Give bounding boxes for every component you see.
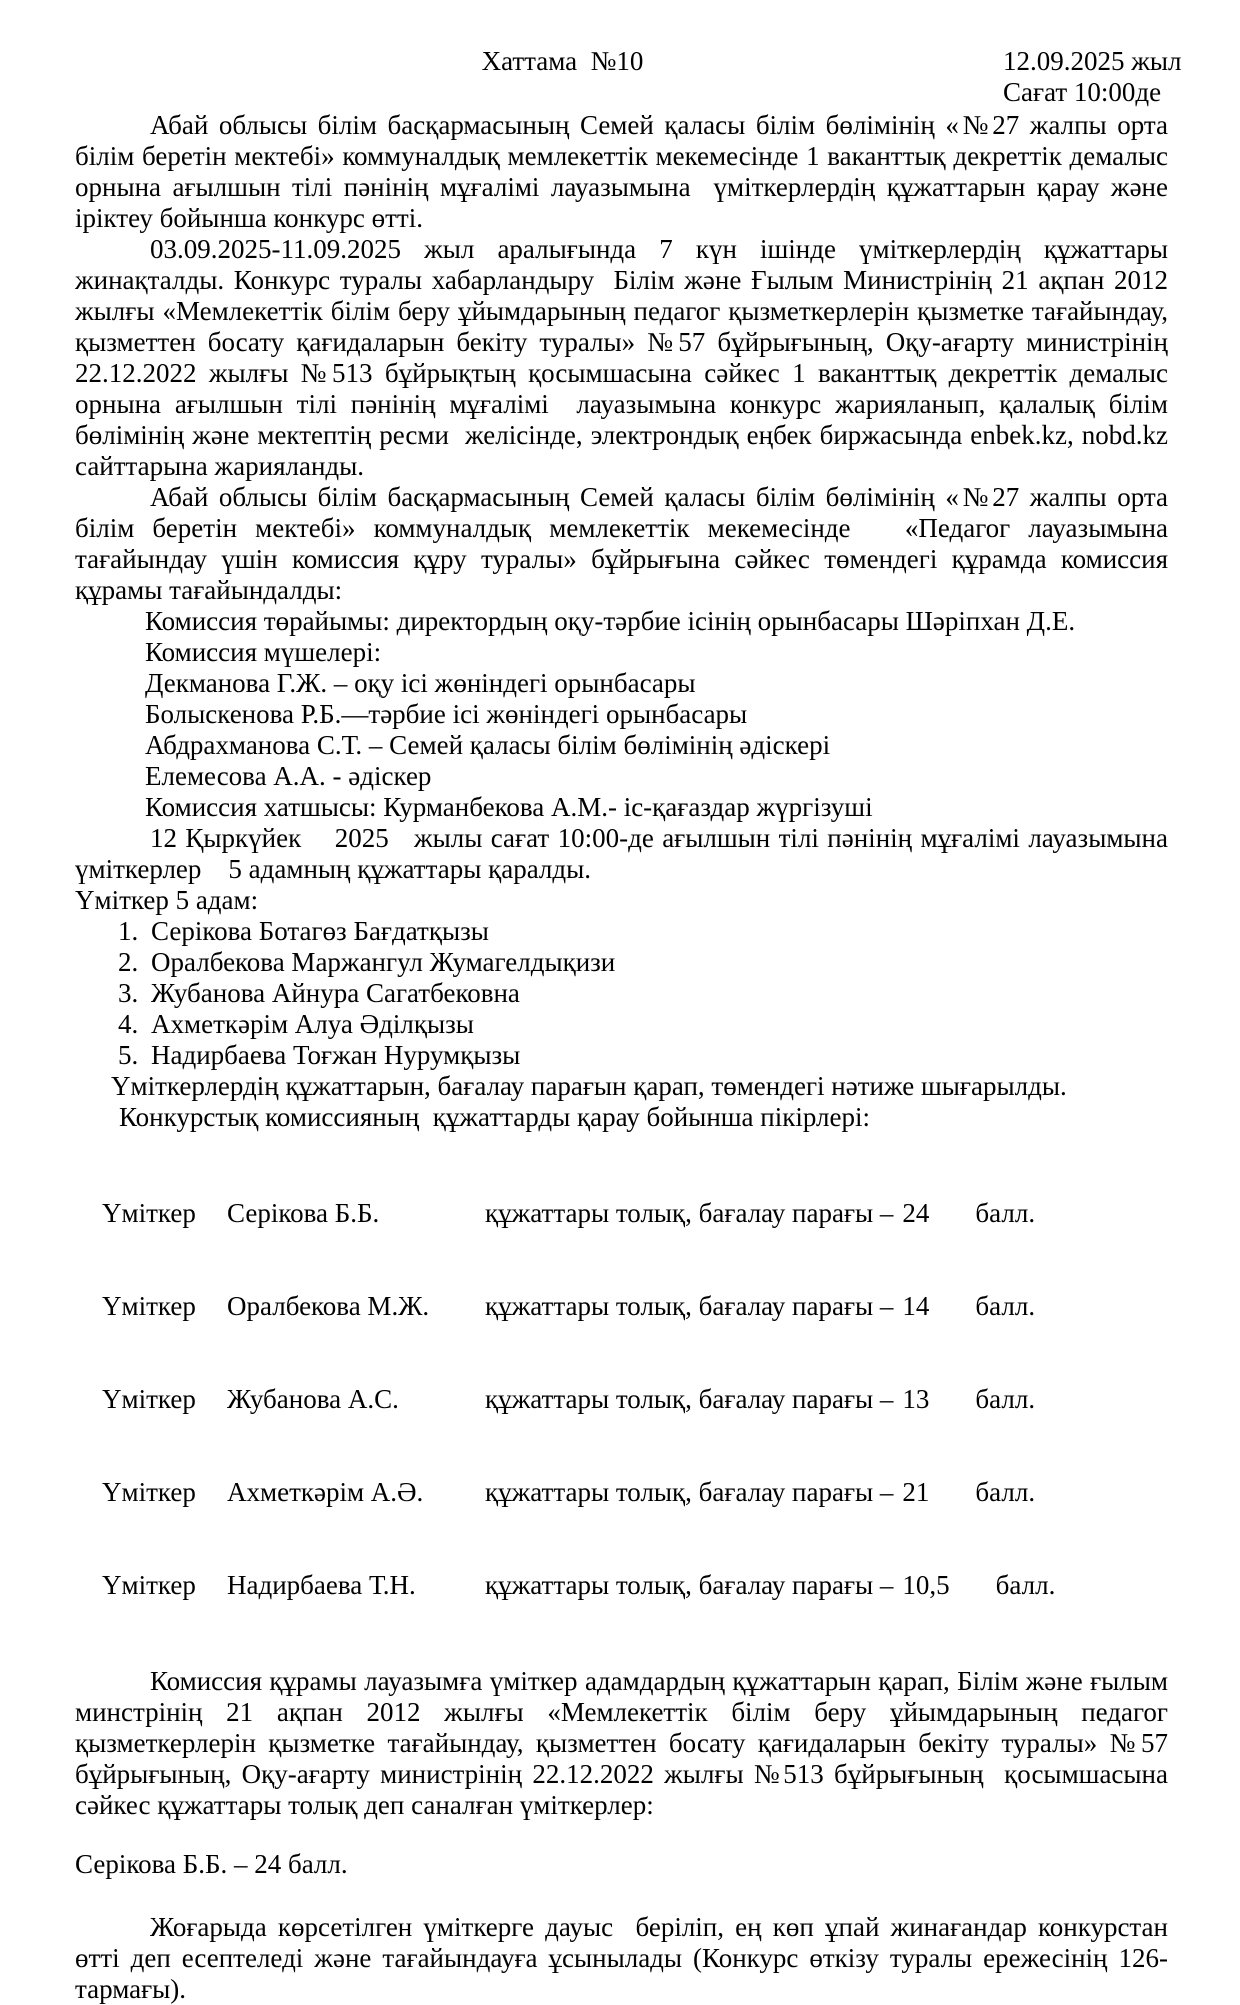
score-unit: балл.	[975, 1477, 1036, 1507]
commission-member: Декманова Г.Ж. – оқу ісі жөніндегі орынбасары	[145, 668, 696, 698]
document-title: Хаттама №10	[481, 46, 644, 76]
score-docs: құжаттары толық, бағалау парағы –	[485, 1477, 894, 1507]
document-header	[75, 46, 1182, 110]
score-label: Үміткер	[102, 1291, 196, 1321]
score-row	[75, 1446, 1168, 1539]
score-value: 14	[902, 1291, 930, 1321]
score-docs: құжаттары толық, бағалау парағы –	[485, 1570, 894, 1600]
score-row	[75, 1260, 1168, 1353]
document-datetime	[1003, 46, 1182, 108]
list-item: 2. Оралбекова Маржангул Жумагелдықизи	[145, 947, 1168, 978]
score-name: Серікова Б.Б.	[227, 1198, 380, 1228]
document-date: 12.09.2025 жыл	[1003, 46, 1182, 76]
score-label: Үміткер	[102, 1570, 196, 1600]
commission-member: Болыскенова Р.Б.—тәрбие ісі жөніндегі орынбасары	[145, 699, 748, 729]
list-item: 5. Надирбаева Тоғжан Нурумқызы	[145, 1040, 1168, 1071]
score-value: 24	[902, 1198, 930, 1228]
score-unit: балл.	[995, 1570, 1056, 1600]
document-time: Сағат 10:00де	[1003, 77, 1162, 107]
score-value: 21	[902, 1477, 930, 1507]
score-name: Оралбекова М.Ж.	[227, 1291, 430, 1321]
list-item: 1. Серікова Ботагөз Бағдатқызы	[145, 916, 1168, 947]
commission-secretary: Комиссия хатшысы: Курманбекова А.М.- іс-қағаздар жүргізуші	[145, 792, 873, 822]
score-docs: құжаттары толық, бағалау парағы –	[485, 1291, 894, 1321]
score-unit: балл.	[975, 1291, 1036, 1321]
commission-members-label: Комиссия мүшелері:	[145, 637, 382, 667]
candidates-label: Үміткер 5 адам:	[75, 885, 259, 915]
paragraph-commission-order: Абай облысы білім басқармасының Семей қаласы білім бөлімінің «№27 жалпы орта білім беретін мектебі» коммуналдық мемлекеттік мекемесінде «Педагог лауазымына тағайындау үшін комиссия құру туралы» бұйрығына сәйкес төмендегі құрамда комиссия құрамы тағайындалды:	[75, 482, 1175, 605]
opinions-label: Конкурстық комиссияның құжаттарды қарау бойынша пікірлері:	[119, 1102, 870, 1132]
score-row	[75, 1539, 1168, 1632]
review-note: Үміткерлердің құжаттарын, бағалау парағын қарап, төмендегі нәтиже шығарылды.	[111, 1071, 1067, 1101]
commission-member: Абдрахманова С.Т. – Семей қаласы білім бөлімінің әдіскері	[145, 730, 831, 760]
spacer	[75, 1632, 1168, 1666]
spacer	[75, 1880, 1168, 1912]
score-unit: балл.	[975, 1198, 1036, 1228]
winner-line: Серікова Б.Б. – 24 балл.	[75, 1849, 348, 1879]
candidates-list	[75, 916, 1168, 1071]
commission-member: Елемесова А.А. - әдіскер	[145, 761, 432, 791]
score-label: Үміткер	[102, 1477, 196, 1507]
score-label: Үміткер	[102, 1384, 196, 1414]
score-row	[75, 1167, 1168, 1260]
score-docs: құжаттары толық, бағалау парағы –	[485, 1198, 894, 1228]
spacer	[75, 1821, 1168, 1849]
score-value: 10,5	[902, 1570, 950, 1600]
list-item: 4. Ахметкәрім Алуа Әділқызы	[145, 1009, 1168, 1040]
score-label: Үміткер	[102, 1198, 196, 1228]
score-row	[75, 1353, 1168, 1446]
score-name: Жубанова А.С.	[227, 1384, 399, 1414]
paragraph-decision: Жоғарыда көрсетілген үміткерге дауыс беріліп, ең көп ұпай жинағандар конкурстан өтті деп есептеледі және тағайындауға ұсынылады (Конкурс өткізу туралы ережесінің 126-тармағы).	[75, 1912, 1175, 2004]
score-value: 13	[902, 1384, 930, 1414]
score-name: Надирбаева Т.Н.	[227, 1570, 416, 1600]
paragraph-intro: Абай облысы білім басқармасының Семей қаласы білім бөлімінің «№27 жалпы орта білім беретін мектебі» коммуналдық мемлекеттік мекемесінде 1 ваканттық декреттік демалыс орнына ағылшын тілі пәнінің мұғалімі лауазымына үміткерлердің құжаттарын қарау және іріктеу бойынша конкурс өтті.	[75, 110, 1175, 233]
list-item: 3. Жубанова Айнура Сагатбековна	[145, 978, 1168, 1009]
paragraph-session: 12 Қыркүйек 2025 жылы сағат 10:00-де ағылшын тілі пәнінің мұғалімі лауазымына үміткерлер 5 адамның құжаттары қаралды.	[75, 823, 1175, 884]
score-name: Ахметкәрім А.Ә.	[227, 1477, 424, 1507]
score-unit: балл.	[975, 1384, 1036, 1414]
paragraph-collection: 03.09.2025-11.09.2025 жыл аралығында 7 күн ішінде үміткерлердің құжаттары жинақталды. Конкурс туралы хабарландыру Білім және Ғылым Министрінің 21 ақпан 2012 жылғы «Мемлекеттік білім беру ұйымдарының педагог қызметкерлерін қызметке тағайындау, қызметтен босату қағидаларын бекіту туралы» №57 бұйрығының, Оқу-ағарту министрінің 22.12.2022 жылғы №513 бұйрықтың қосымшасына сәйкес 1 ваканттық декреттік демалыс орнына ағылшын тілі пәнінің мұғалімі лауазымына конкурс жарияланып, қалалық білім бөлімінің және мектептің ресми желісінде, электрондық еңбек биржасында enbek.kz, nobd.kz сайттарына жарияланды.	[75, 234, 1175, 481]
spacer	[75, 1133, 1168, 1167]
paragraph-full-docs: Комиссия құрамы лауазымға үміткер адамдардың құжаттарын қарап, Білім және ғылым минстрінің 21 ақпан 2012 жылғы «Мемлекеттік білім беру ұйымдарының педагог қызметкерлерін қызметке тағайындау, қызметтен босату қағидаларын бекіту туралы» №57 бұйрығының, Оқу-ағарту министрінің 22.12.2022 жылғы №513 бұйрығының қосымшасына сәйкес құжаттары толық деп саналған үміткерлер:	[75, 1666, 1175, 1820]
commission-chair: Комиссия төрайымы: директордың оқу-тәрбие ісінің орынбасары Шәріпхан Д.Е.	[145, 606, 1076, 636]
score-docs: құжаттары толық, бағалау парағы –	[485, 1384, 894, 1414]
